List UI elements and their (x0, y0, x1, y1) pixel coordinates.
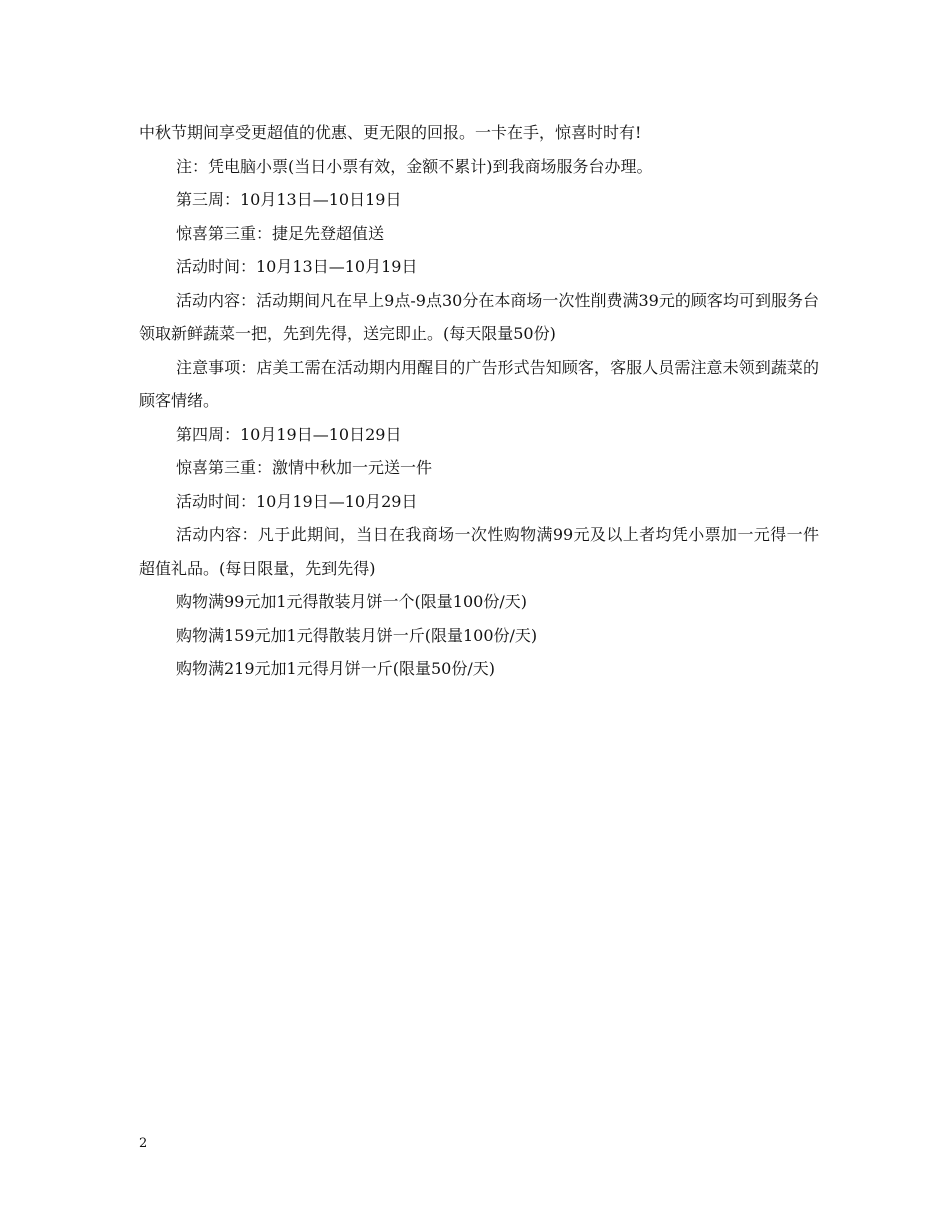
paragraph-week-three-notes: 注意事项：店美工需在活动期内用醒目的广告形式告知顾客，客服人员需注意未领到蔬菜的顾客情绪。 (139, 357, 819, 410)
paragraph-offer-159: 购物满159元加1元得散装月饼一斤(限量100份/天) (176, 625, 538, 645)
paragraph-week-three-heading: 第三周：10月13日—10日19日 (176, 190, 402, 209)
paragraph-week-four-time: 活动时间：10月19日—10月29日 (176, 491, 418, 511)
page-number: 2 (139, 1136, 148, 1151)
paragraph-week-four-title: 惊喜第三重：激情中秋加一元送一件 (176, 458, 433, 477)
document-body (139, 116, 819, 686)
paragraph-week-four-content: 活动内容：凡于此期间，当日在我商场一次性购物满99元及以上者均凭小票加一元得一件超值礼品。(每日限量，先到先得) (139, 525, 819, 578)
paragraph-week-three-content: 活动内容：活动期间凡在早上9点-9点30分在本商场一次性削费满39元的顾客均可到服务台领取新鲜蔬菜一把，先到先得，送完即止。(每天限量50份) (139, 290, 819, 343)
paragraph-week-three-time: 活动时间：10月13日—10月19日 (176, 257, 418, 276)
paragraph-week-four-heading: 第四周：10月19日—10日29日 (176, 424, 402, 444)
paragraph-note: 注：凭电脑小票(当日小票有效，金额不累计)到我商场服务台办理。 (176, 156, 653, 176)
paragraph-continuation: 中秋节期间享受更超值的优惠、更无限的回报。一卡在手，惊喜时时有! (139, 123, 642, 142)
paragraph-offer-219: 购物满219元加1元得月饼一斤(限量50份/天) (176, 659, 495, 678)
paragraph-surprise-three-title: 惊喜第三重：捷足先登超值送 (176, 223, 385, 243)
paragraph-offer-99: 购物满99元加1元得散装月饼一个(限量100份/天) (176, 592, 527, 611)
